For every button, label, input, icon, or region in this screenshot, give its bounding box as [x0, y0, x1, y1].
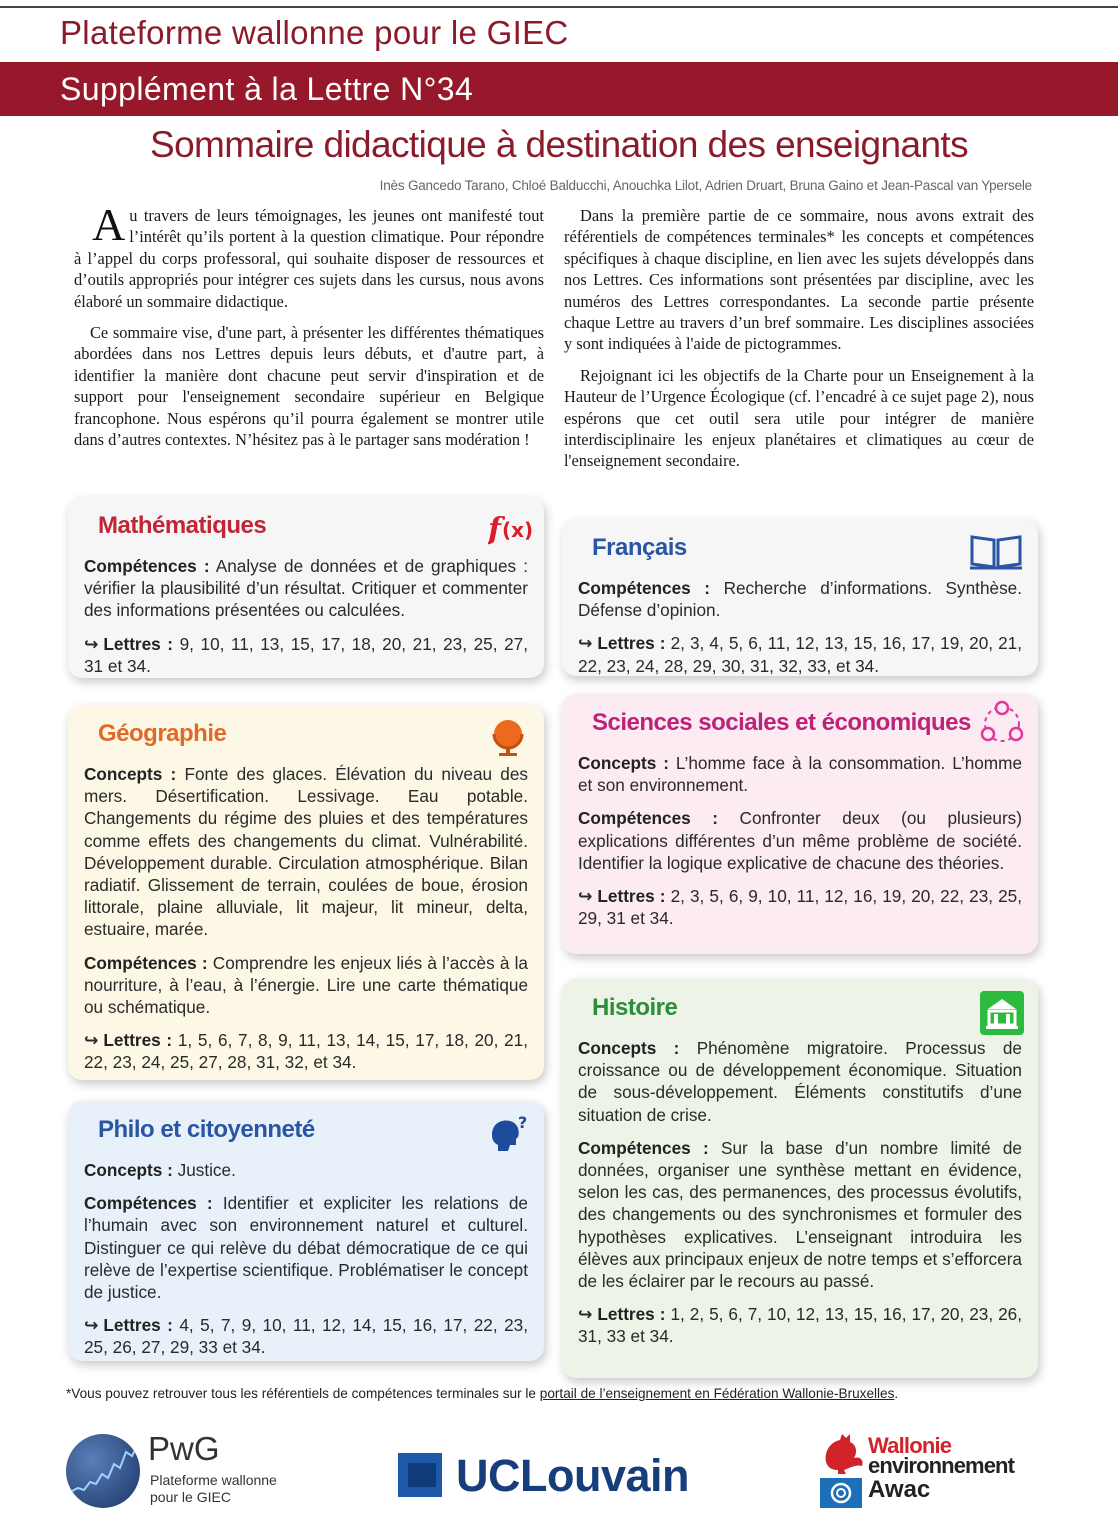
arrow-icon: ↪	[84, 1315, 99, 1336]
pwg-globe-icon	[66, 1434, 140, 1508]
lettres-value: 2, 3, 5, 6, 9, 10, 11, 12, 16, 19, 20, 22, 23, 25, 29, 31 et 34.	[578, 886, 1022, 929]
footnote	[66, 1386, 898, 1401]
top-rule	[0, 6, 1118, 8]
card-mathematiques	[68, 497, 544, 678]
concepts-value: L’homme face à la consommation. L’homme et son environnement.	[578, 753, 1022, 796]
card-philo-citoyennete	[68, 1101, 544, 1361]
svg-text:?: ?	[518, 1113, 528, 1132]
competences-text	[578, 1137, 1022, 1292]
arrow-icon: ↪	[84, 633, 99, 654]
lettres-label: Lettres :	[597, 1304, 666, 1325]
lettres-text	[578, 632, 1022, 676]
card-title: Géographie	[98, 720, 227, 747]
lettres-text	[84, 1314, 528, 1358]
lettres-text	[578, 885, 1022, 929]
card-title: Histoire	[592, 994, 678, 1021]
wallonie-logo	[818, 1432, 1058, 1522]
card-histoire	[562, 979, 1038, 1378]
concepts-text	[84, 1159, 528, 1181]
concepts-value: Phénomène migratoire. Processus de croissance ou de développement économique. Situation de sous-développement. Éléments constitutifs d’une situation de crise.	[578, 1038, 1022, 1125]
arrow-icon: ↪	[578, 1304, 593, 1325]
competences-text	[84, 952, 528, 1019]
uclouvain-logo	[398, 1450, 728, 1500]
concepts-label: Concepts :	[84, 764, 177, 784]
wallonie-text: Wallonie	[868, 1433, 952, 1458]
competences-value: Recherche d’informations. Synthèse. Défense d’opinion.	[578, 578, 1022, 621]
lettres-label: Lettres :	[103, 1030, 173, 1051]
lettres-label: Lettres :	[103, 1315, 173, 1336]
pwg-line: pour le GIEC	[150, 1489, 231, 1505]
lettres-text	[84, 633, 528, 677]
competences-text	[578, 807, 1022, 874]
intro-right-column	[564, 205, 1034, 482]
thinking-head-icon	[488, 1113, 528, 1153]
lettres-value: 9, 10, 11, 13, 15, 17, 18, 20, 21, 23, 25, 27, 31 et 34.	[84, 633, 528, 676]
concepts-label: Concepts :	[578, 1038, 680, 1058]
uclouvain-logo-text: UCLouvain	[456, 1450, 690, 1501]
intro-left-column	[74, 199, 544, 460]
lettres-value: 1, 2, 5, 6, 7, 10, 12, 13, 15, 16, 17, 20, 23, 26, 31, 33 et 34.	[578, 1304, 1022, 1347]
concepts-value: Fonte des glaces. Élévation du niveau des mers. Désertification. Lessivage. Eau potable. Changements du régime des pluies et des températures comme effets des changements du climat. Vulnérabilité. Développement durable. Circulation atmosphérique. Bilan radiatif. Glissement de terrain, coulées de boue, érosion littorale, plaine alluviale, lit majeur, lit mineur, delta, estuaire, marée.	[84, 764, 529, 940]
intro-paragraph: Dans la première partie de ce sommaire, nous avons extrait des référentiels de compétences terminales* les concepts et compétences spécifiques à chaque discipline, en lien avec les sujets développés dans nos Lettres. Ces informations sont présentées par discipline, avec les numéros des Lettres correspondantes. La seconde partie présente chaque Lettre au travers d’un bref sommaire. Les disciplines associées y sont indiquées à l'aide de pictogrammes.	[564, 206, 1034, 354]
intro-paragraph: Rejoignant ici les objectifs de la Charte pour un Enseignement à la Hauteur de l’Urgence Écologique (cf. l’encadré à ce sujet page 2), nous espérons que cet outil sera utile pour intégrer de manière interdisciplinaire les enjeux planétaires et climatiques au cœur de l'enseignement secondaire.	[564, 365, 1034, 471]
competences-value: Confronter deux (ou plusieurs) explications différentes d’un même problème de société. Identifier la logique explicative de chacune des théories.	[578, 808, 1022, 873]
platform-title: Plateforme wallonne pour le GIEC	[60, 14, 569, 51]
competences-label: Compétences :	[578, 808, 718, 829]
competences-value: Sur la base d’un nombre limité de données, organiser une synthèse mettant en évidence, selon les cas, des permanences, des processus évolutifs, des changements ou des synchronismes et formuler des hypothèses explicatives. L’enseignant introduira les élèves aux principaux enjeux de notre temps et s’efforcera de les éclairer par le recours au passé.	[578, 1137, 1022, 1292]
lettres-text	[578, 1303, 1022, 1347]
concepts-text	[578, 752, 1022, 796]
authors: Inès Gancedo Tarano, Chloé Balducchi, Anouchka Lilot, Adrien Druart, Bruna Gaino et Jean-Pascal van Ypersele	[379, 178, 1032, 193]
competences-label: Compétences :	[578, 578, 710, 598]
concepts-text	[84, 763, 528, 941]
page-title: Sommaire didactique à destination des enseignants	[149, 124, 969, 165]
card-title: Philo et citoyenneté	[98, 1116, 315, 1143]
card-title: Sciences sociales et économiques	[592, 709, 971, 736]
lettres-label: Lettres :	[597, 886, 666, 907]
awac-icon	[820, 1478, 862, 1508]
card-geographie	[68, 705, 544, 1080]
competences-value: Identifier et expliciter les relations de l’humain avec son environnement naturel et culturel. Distinguer ce qui relève du débat démocratique de ce qui relève de l’expertise scientifique. Problématiser le concept de justice.	[84, 1193, 528, 1303]
environnement-text: environnement	[868, 1453, 1014, 1478]
supplement-title: Supplément à la Lettre N°34	[60, 71, 474, 107]
lettres-label: Lettres :	[597, 633, 666, 654]
open-book-icon	[982, 531, 1022, 571]
drop-cap: A	[92, 199, 126, 250]
svg-text:f: f	[488, 512, 501, 547]
arrow-icon: ↪	[578, 886, 593, 907]
lettres-value: 1, 5, 6, 7, 8, 9, 11, 13, 14, 15, 17, 18, 20, 21, 22, 23, 24, 25, 27, 28, 31, 32, et 34.	[84, 1030, 528, 1073]
competences-value: Comprendre les enjeux liés à l’accès à la nourriture, à l’eau, à l’énergie. Lire une carte thématique ou schématique.	[84, 952, 528, 1018]
competences-label: Compétences :	[84, 952, 208, 973]
card-francais	[562, 519, 1038, 676]
concepts-value: Justice.	[177, 1160, 236, 1180]
competences-label: Compétences :	[578, 1137, 709, 1158]
pwg-line: Plateforme wallonne	[150, 1472, 277, 1488]
arrow-icon: ↪	[84, 1030, 99, 1051]
intro-paragraph	[74, 199, 544, 312]
pwg-logo	[66, 1430, 296, 1520]
footnote-text: *Vous pouvez retrouver tous les référentiels de compétences terminales sur le	[66, 1386, 540, 1401]
lettres-value: 4, 5, 7, 9, 10, 11, 12, 14, 15, 16, 17, 22, 23, 25, 26, 27, 29, 33 et 34.	[84, 1315, 528, 1358]
awac-text: Awac	[868, 1476, 931, 1503]
lettres-text	[84, 1029, 528, 1073]
lettres-label: Lettres :	[103, 633, 174, 654]
globe-icon	[488, 717, 528, 757]
concepts-label: Concepts :	[578, 753, 669, 773]
competences-text	[578, 577, 1022, 621]
supplement-banner	[0, 62, 1118, 116]
card-title: Français	[592, 534, 687, 561]
rooster-icon	[820, 1432, 866, 1481]
competences-label: Compétences :	[84, 1193, 213, 1214]
museum-icon	[982, 991, 1022, 1031]
concepts-label: Concepts :	[84, 1160, 173, 1180]
uclouvain-square-icon	[398, 1453, 442, 1497]
competences-value: Analyse de données et de graphiques : vérifier la plausibilité d’un résultat. Critiquer et commenter des informations présentées ou calculées.	[84, 556, 528, 621]
pwg-logo-text: PwG	[148, 1430, 220, 1467]
intro-paragraph-text: u travers de leurs témoignages, les jeunes ont manifesté tout l’intérêt qu’ils portent à la question climatique. Pour répondre à l’appel du corps professoral, qui souhaite disposer de ressources et d’outils appropriés pour intégrer ces sujets dans les cursus, nous avons élaboré un sommaire didactique.	[74, 206, 544, 311]
competences-text	[84, 555, 528, 622]
portal-link[interactable]: portail de l’enseignement en Fédération Wallonie-Bruxelles	[539, 1386, 895, 1401]
card-sciences-sociales	[562, 694, 1038, 954]
function-icon	[488, 509, 532, 549]
competences-text	[84, 1192, 528, 1303]
competences-label: Compétences :	[84, 556, 210, 576]
lettres-value: 2, 3, 4, 5, 6, 11, 12, 13, 15, 16, 17, 19, 20, 21, 22, 23, 24, 28, 29, 30, 31, 32, 33, et 34.	[578, 633, 1022, 676]
card-title: Mathématiques	[98, 512, 267, 539]
pwg-logo-subtitle	[150, 1472, 277, 1506]
svg-text:(x): (x)	[502, 518, 532, 542]
concepts-text	[578, 1037, 1022, 1126]
footnote-end: .	[894, 1386, 899, 1401]
people-cycle-icon	[982, 706, 1022, 746]
arrow-icon: ↪	[578, 633, 593, 654]
intro-paragraph: Ce sommaire vise, d'une part, à présenter les différentes thématiques abordées dans nos Lettres depuis leurs débuts, et d'autre part, à identifier la manière dont chacune peut servir d'inspiration et de support pour l'enseignement secondaire supérieur en Belgique francophone. Nous espérons qu’il pourra également se montrer utile dans d’autres contextes. N’hésitez pas à le partager sans modération !	[74, 323, 544, 450]
